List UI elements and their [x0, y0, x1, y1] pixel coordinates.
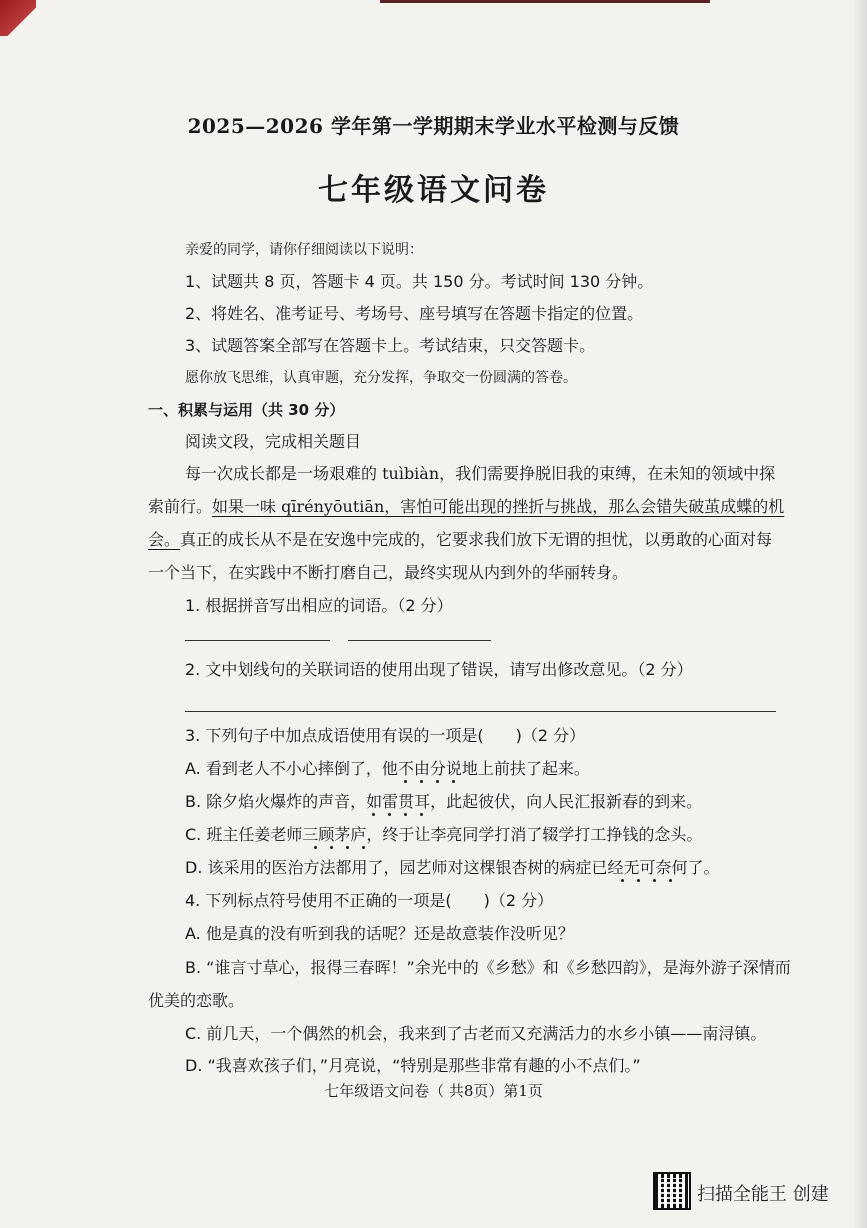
q3-option-d: D. 该采用的医治方法都用了，园艺师对这棵银杏树的病症已经无可奈何了。	[185, 858, 720, 877]
emphasis-dot	[372, 813, 375, 816]
section-1-heading: 一、积累与运用（共 30 分）	[148, 401, 345, 419]
q3-option-c: C. 班主任姜老师三顾茅庐，终于让李亮同学打消了辍学打工挣钱的念头。	[185, 825, 703, 844]
passage-line-1: 每一次成长都是一场艰难的 tuìbiàn，我们需要挣脱旧我的束缚，在未知的领域中探	[185, 464, 776, 483]
scanner-watermark: 扫描全能王 创建	[697, 1184, 829, 1205]
question-3-stem: 3. 下列句子中加点成语使用有误的一项是( )（2 分）	[185, 726, 586, 745]
emphasis-dot	[404, 780, 407, 783]
passage-line-2-plain: 索前行。	[148, 497, 213, 516]
qr-code-icon	[653, 1172, 691, 1210]
scan-top-edge	[380, 0, 710, 3]
q2-answer-line[interactable]	[185, 711, 776, 712]
question-2: 2. 文中划线句的关联词语的使用出现了错误，请写出修改意见。（2 分）	[185, 660, 693, 679]
emphasis-dot	[404, 813, 407, 816]
instructions-greeting: 亲爱的同学，请你仔细阅读以下说明：	[185, 242, 423, 258]
q3-option-a: A. 看到老人不小心摔倒了，他不由分说地上前扶了起来。	[185, 759, 590, 778]
underlined-sentence-part-1: 如果一味 qīrényōutiān，害怕可能出现的挫折与挑战，那么会错失破茧成蝶的机	[212, 497, 785, 516]
passage-line-3	[148, 530, 772, 550]
emphasis-dot	[420, 813, 423, 816]
emphasis-dot	[436, 780, 439, 783]
q4-option-a: A. 他是真的没有听到我的话呢？还是故意装作没听见？	[185, 924, 574, 943]
emphasis-dot	[653, 879, 656, 882]
q4-option-c: C. 前几天，一个偶然的机会，我来到了古老而又充满活力的水乡小镇——南浔镇。	[185, 1024, 767, 1043]
scan-corner-mark	[0, 0, 36, 36]
q1-answer-blank-1[interactable]	[185, 640, 330, 641]
q4-option-b-line-1: B. “谁言寸草心，报得三春晖！”余光中的《乡愁》和《乡愁四韵》，是海外游子深情而	[185, 958, 791, 977]
q4-option-d: D. “我喜欢孩子们，”月亮说，“特别是那些非常有趣的小不点们。”	[185, 1056, 641, 1075]
instructions-wish: 愿你放飞思维，认真审题，充分发挥，争取交一份圆满的答卷。	[185, 370, 577, 386]
question-4-stem: 4. 下列标点符号使用不正确的一项是( )（2 分）	[185, 891, 554, 910]
instruction-item-3: 3、试题答案全部写在答题卡上。考试结束，只交答题卡。	[185, 336, 596, 355]
exam-title: 七年级语文问卷	[318, 173, 549, 208]
instruction-item-2: 2、将姓名、准考证号、考场号、座号填写在答题卡指定的位置。	[185, 304, 644, 323]
emphasis-dot	[420, 780, 423, 783]
passage-line-3-plain: 真正的成长从不是在安逸中完成的，它要求我们放下无谓的担忧，以勇敢的心面对每	[180, 530, 773, 549]
question-1: 1. 根据拼音写出相应的词语。（2 分）	[185, 596, 453, 615]
emphasis-dot	[452, 780, 455, 783]
emphasis-dot	[637, 879, 640, 882]
page-footer: 七年级语文问卷（ 共8页）第1页	[324, 1082, 543, 1100]
passage-line-4: 一个当下，在实践中不断打磨自己，最终实现从内到外的华丽转身。	[148, 563, 629, 582]
emphasis-dot	[330, 846, 333, 849]
exam-subtitle: 2025—2026 学年第一学期期末学业水平检测与反馈	[187, 114, 680, 138]
instruction-item-1: 1、试题共 8 页，答题卡 4 页。共 150 分。考试时间 130 分钟。	[185, 272, 654, 291]
emphasis-dot	[621, 879, 624, 882]
emphasis-dot	[346, 846, 349, 849]
underlined-sentence-part-2: 会。	[148, 530, 181, 549]
passage-line-2	[148, 497, 784, 517]
emphasis-dot	[388, 813, 391, 816]
emphasis-dot	[669, 879, 672, 882]
emphasis-dot	[314, 846, 317, 849]
emphasis-dot	[362, 846, 365, 849]
q1-answer-blank-2[interactable]	[348, 640, 491, 641]
q4-option-b-line-2: 优美的恋歌。	[148, 991, 245, 1010]
section-1-intro: 阅读文段，完成相关题目	[185, 432, 362, 451]
q3-option-b: B. 除夕焰火爆炸的声音，如雷贯耳，此起彼伏，向人民汇报新春的到来。	[185, 792, 703, 811]
